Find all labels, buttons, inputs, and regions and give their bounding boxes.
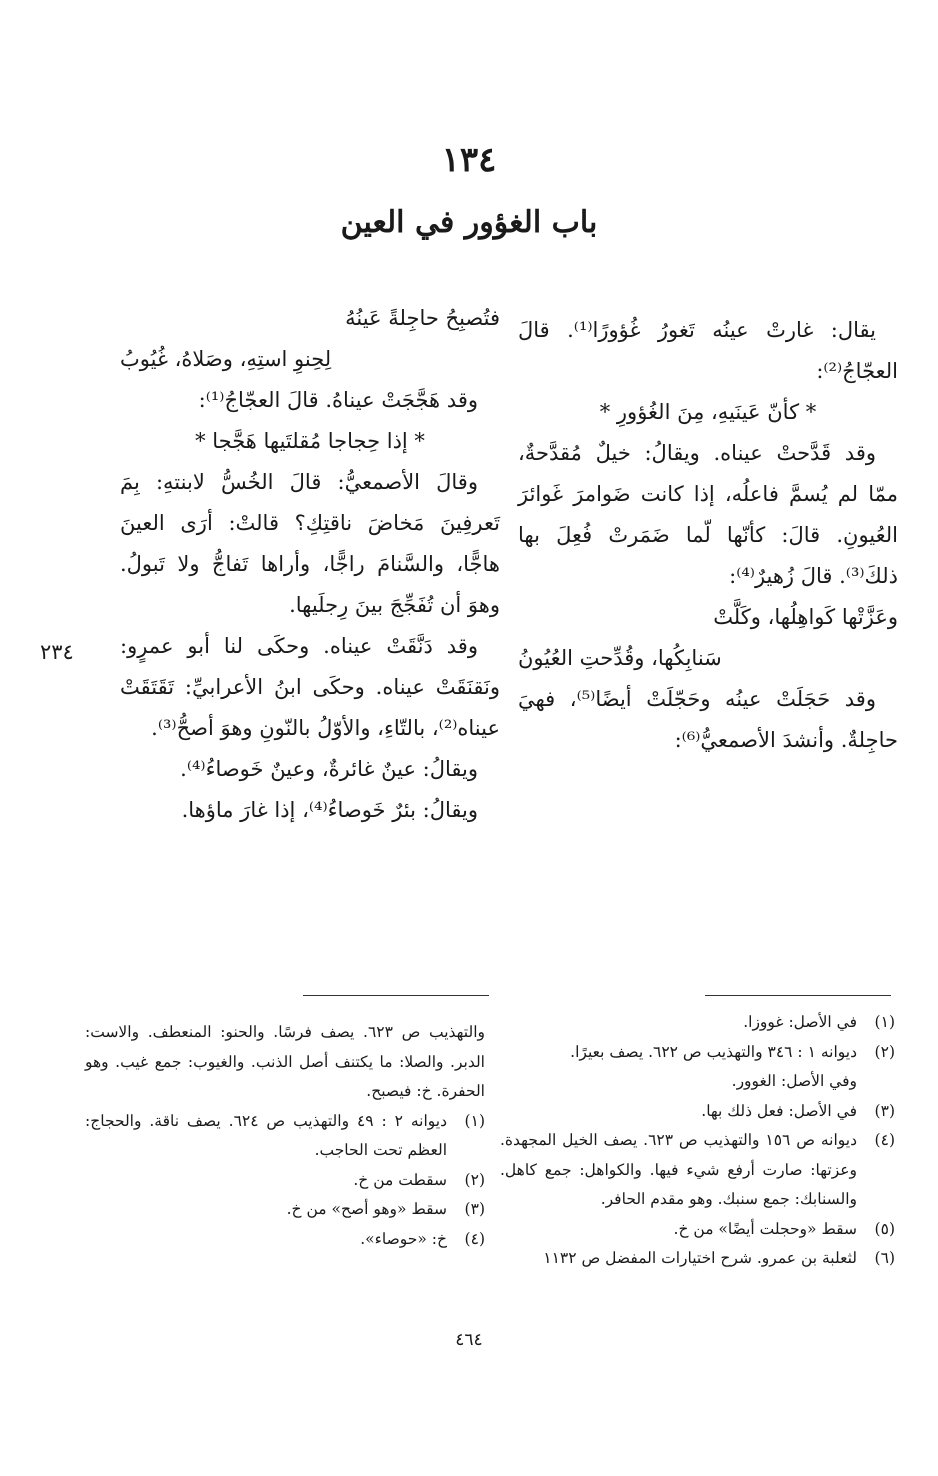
footnote-text: خ: «حوصاء». xyxy=(360,1229,447,1248)
footnote-continuation: وفي الأصل: الغوور. xyxy=(731,1072,857,1090)
paragraph: وقد دَنَّقَتْ عيناه. وحكَى لنا أبو عمرٍو: ونَقنَقَتْ عيناه. وحكَى ابنُ الأعرابيِّ: تَقَتَقَتْ عيناه⁽²⁾، بالتّاءِ، والأوّلُ بالنّونِ وهوَ أصحُّ⁽³⁾. xyxy=(120,634,500,740)
footnote-text: ديوانه ٢ : ٤٩ والتهذيب ص ٦٢٤. يصف ناقة. والحجاج: العظم تحت الحاجب. xyxy=(85,1111,447,1159)
footnote-number: (٢) xyxy=(464,1170,485,1189)
footnote-number: (٥) xyxy=(874,1219,895,1238)
footnote xyxy=(85,1166,485,1196)
left-text-column xyxy=(120,298,500,831)
footnote xyxy=(500,1008,895,1038)
footnote-carryover: والتهذيب ص ٦٢٣. يصف فرسًا. والحنو: المنعطف. والاست: الدبر. والصلا: ما يكتنف أصل الذنب. والغيوب: جمع غيب. وهو الحفرة. خ: فيصبح. xyxy=(85,1023,486,1100)
footnote xyxy=(85,1225,485,1255)
footnote-text: سقطت من خ. xyxy=(353,1170,447,1189)
footnote-text: سقط «وحجلت أيضًا» من خ. xyxy=(673,1219,857,1238)
footnotes-left xyxy=(85,1018,485,1254)
footnote xyxy=(500,1038,895,1068)
paragraph: وقد قَدَّحتْ عيناه. ويقالُ: خيلٌ مُقدَّحةٌ، ممّا لم يُسمَّ فاعلُه، إذا كانت ضَوامرَ غَوائرَ العُيونِ. قالَ: كأنّها لّما ضَمَرتْ فُعِلَ بها ذلكَ⁽³⁾. قالَ زُهيرٌ⁽⁴⁾: xyxy=(518,441,898,588)
footnote-number: (١) xyxy=(464,1111,485,1130)
footnote-number: (٤) xyxy=(464,1229,485,1248)
footnotes-right xyxy=(500,1008,895,1274)
verse xyxy=(120,298,500,380)
footnote-number: (٣) xyxy=(874,1101,895,1120)
footnote xyxy=(85,1107,485,1166)
footnote-divider xyxy=(303,995,489,996)
footnote-text: سقط «وهو أصح» من خ. xyxy=(286,1200,447,1218)
footnote xyxy=(500,1126,895,1215)
footnote-text: ديوانه ١ : ٣٤٦ والتهذيب ص ٦٢٢. يصف بعيرًا. xyxy=(570,1042,857,1061)
paragraph: وقالَ الأصمعيُّ: قالَ الخُسُّ لابنتهِ: بِمَ تَعرفِينَ مَخاضَ ناقتِكِ؟ قالتْ: أرَى العينَ هاجًّا، والسَّنامَ راجًّا، وأراها تَفاجُّ ولا تَبولُ. وهوَ أن تُفَجِّجَ بينَ رِجلَيها. xyxy=(120,470,500,617)
footnote-number: (٣) xyxy=(464,1200,485,1218)
footnote xyxy=(500,1244,895,1274)
verse-hemistich: لِحِنوِ استِهِ، وصَلاهُ، غُيُوبُ xyxy=(120,347,332,371)
chapter-number: ١٣٤ xyxy=(441,140,497,180)
footnote-number: (٦) xyxy=(874,1249,895,1267)
footnote-number: (٤) xyxy=(874,1131,895,1149)
verse-hemistich: فتُصبِحُ حاجِلةً عَينُهُ xyxy=(345,306,500,330)
footnote-number: (٢) xyxy=(874,1042,895,1061)
margin-number: ٢٣٤ xyxy=(40,640,74,664)
verse: * كأنّ عَينَيهِ، مِنَ الغُؤورِ * xyxy=(599,400,817,424)
footnote-number: (١) xyxy=(874,1013,895,1031)
footnote-text: لثعلبة بن عمرو. شرح اختيارات المفضل ص ١١٣٢ xyxy=(543,1249,857,1267)
paragraph: يقال: غارتْ عينُه تَغورُ غُؤورًا⁽¹⁾. قالَ العجّاجُ⁽²⁾: xyxy=(518,318,898,383)
footnote-divider xyxy=(705,995,891,996)
verse-hemistich: وعَزَّتْها كَواهِلُها، وكَلَّتْ xyxy=(713,605,898,629)
verse: * إذا حِجاجا مُقلتَيها هَجَّجا * xyxy=(195,429,425,453)
verse-hemistich: سَنابِكُها، وقُدِّحتِ العُيُونُ xyxy=(518,646,722,670)
footnote-text: ديوانه ص ١٥٦ والتهذيب ص ٦٢٣. يصف الخيل المجهدة. وعزتها: صارت أرفع شيء فيها. والكواهل: جمع كاهل. والسنابك: جمع سنبك. وهو مقدم الحافر. xyxy=(500,1131,857,1208)
verse xyxy=(518,597,898,679)
footnote xyxy=(500,1097,895,1127)
page-number: ٤٦٤ xyxy=(455,1330,483,1350)
footnote xyxy=(500,1215,895,1245)
paragraph: ويقالُ: بئرٌ خَوصاءُ⁽⁴⁾، إذا غارَ ماؤها. xyxy=(181,798,478,822)
footnote-text: في الأصل: فعل ذلك بها. xyxy=(701,1101,857,1120)
footnote xyxy=(85,1195,485,1225)
right-text-column xyxy=(518,310,898,761)
paragraph: وقد حَجَلَتْ عينُه وحَجّلَتْ أيضًا⁽⁵⁾، فهيَ حاجِلةٌ. وأنشدَ الأصمعيُّ⁽⁶⁾: xyxy=(518,687,898,752)
chapter-title: باب الغؤور في العين xyxy=(340,205,598,240)
paragraph: وقد هَجَّجَتْ عيناهُ. قالَ العجّاجُ⁽¹⁾: xyxy=(198,388,478,412)
footnote-text: في الأصل: غووزا. xyxy=(743,1013,857,1031)
paragraph: ويقالُ: عينٌ غائرةٌ، وعينٌ خَوصاءُ⁽⁴⁾. xyxy=(180,757,478,781)
